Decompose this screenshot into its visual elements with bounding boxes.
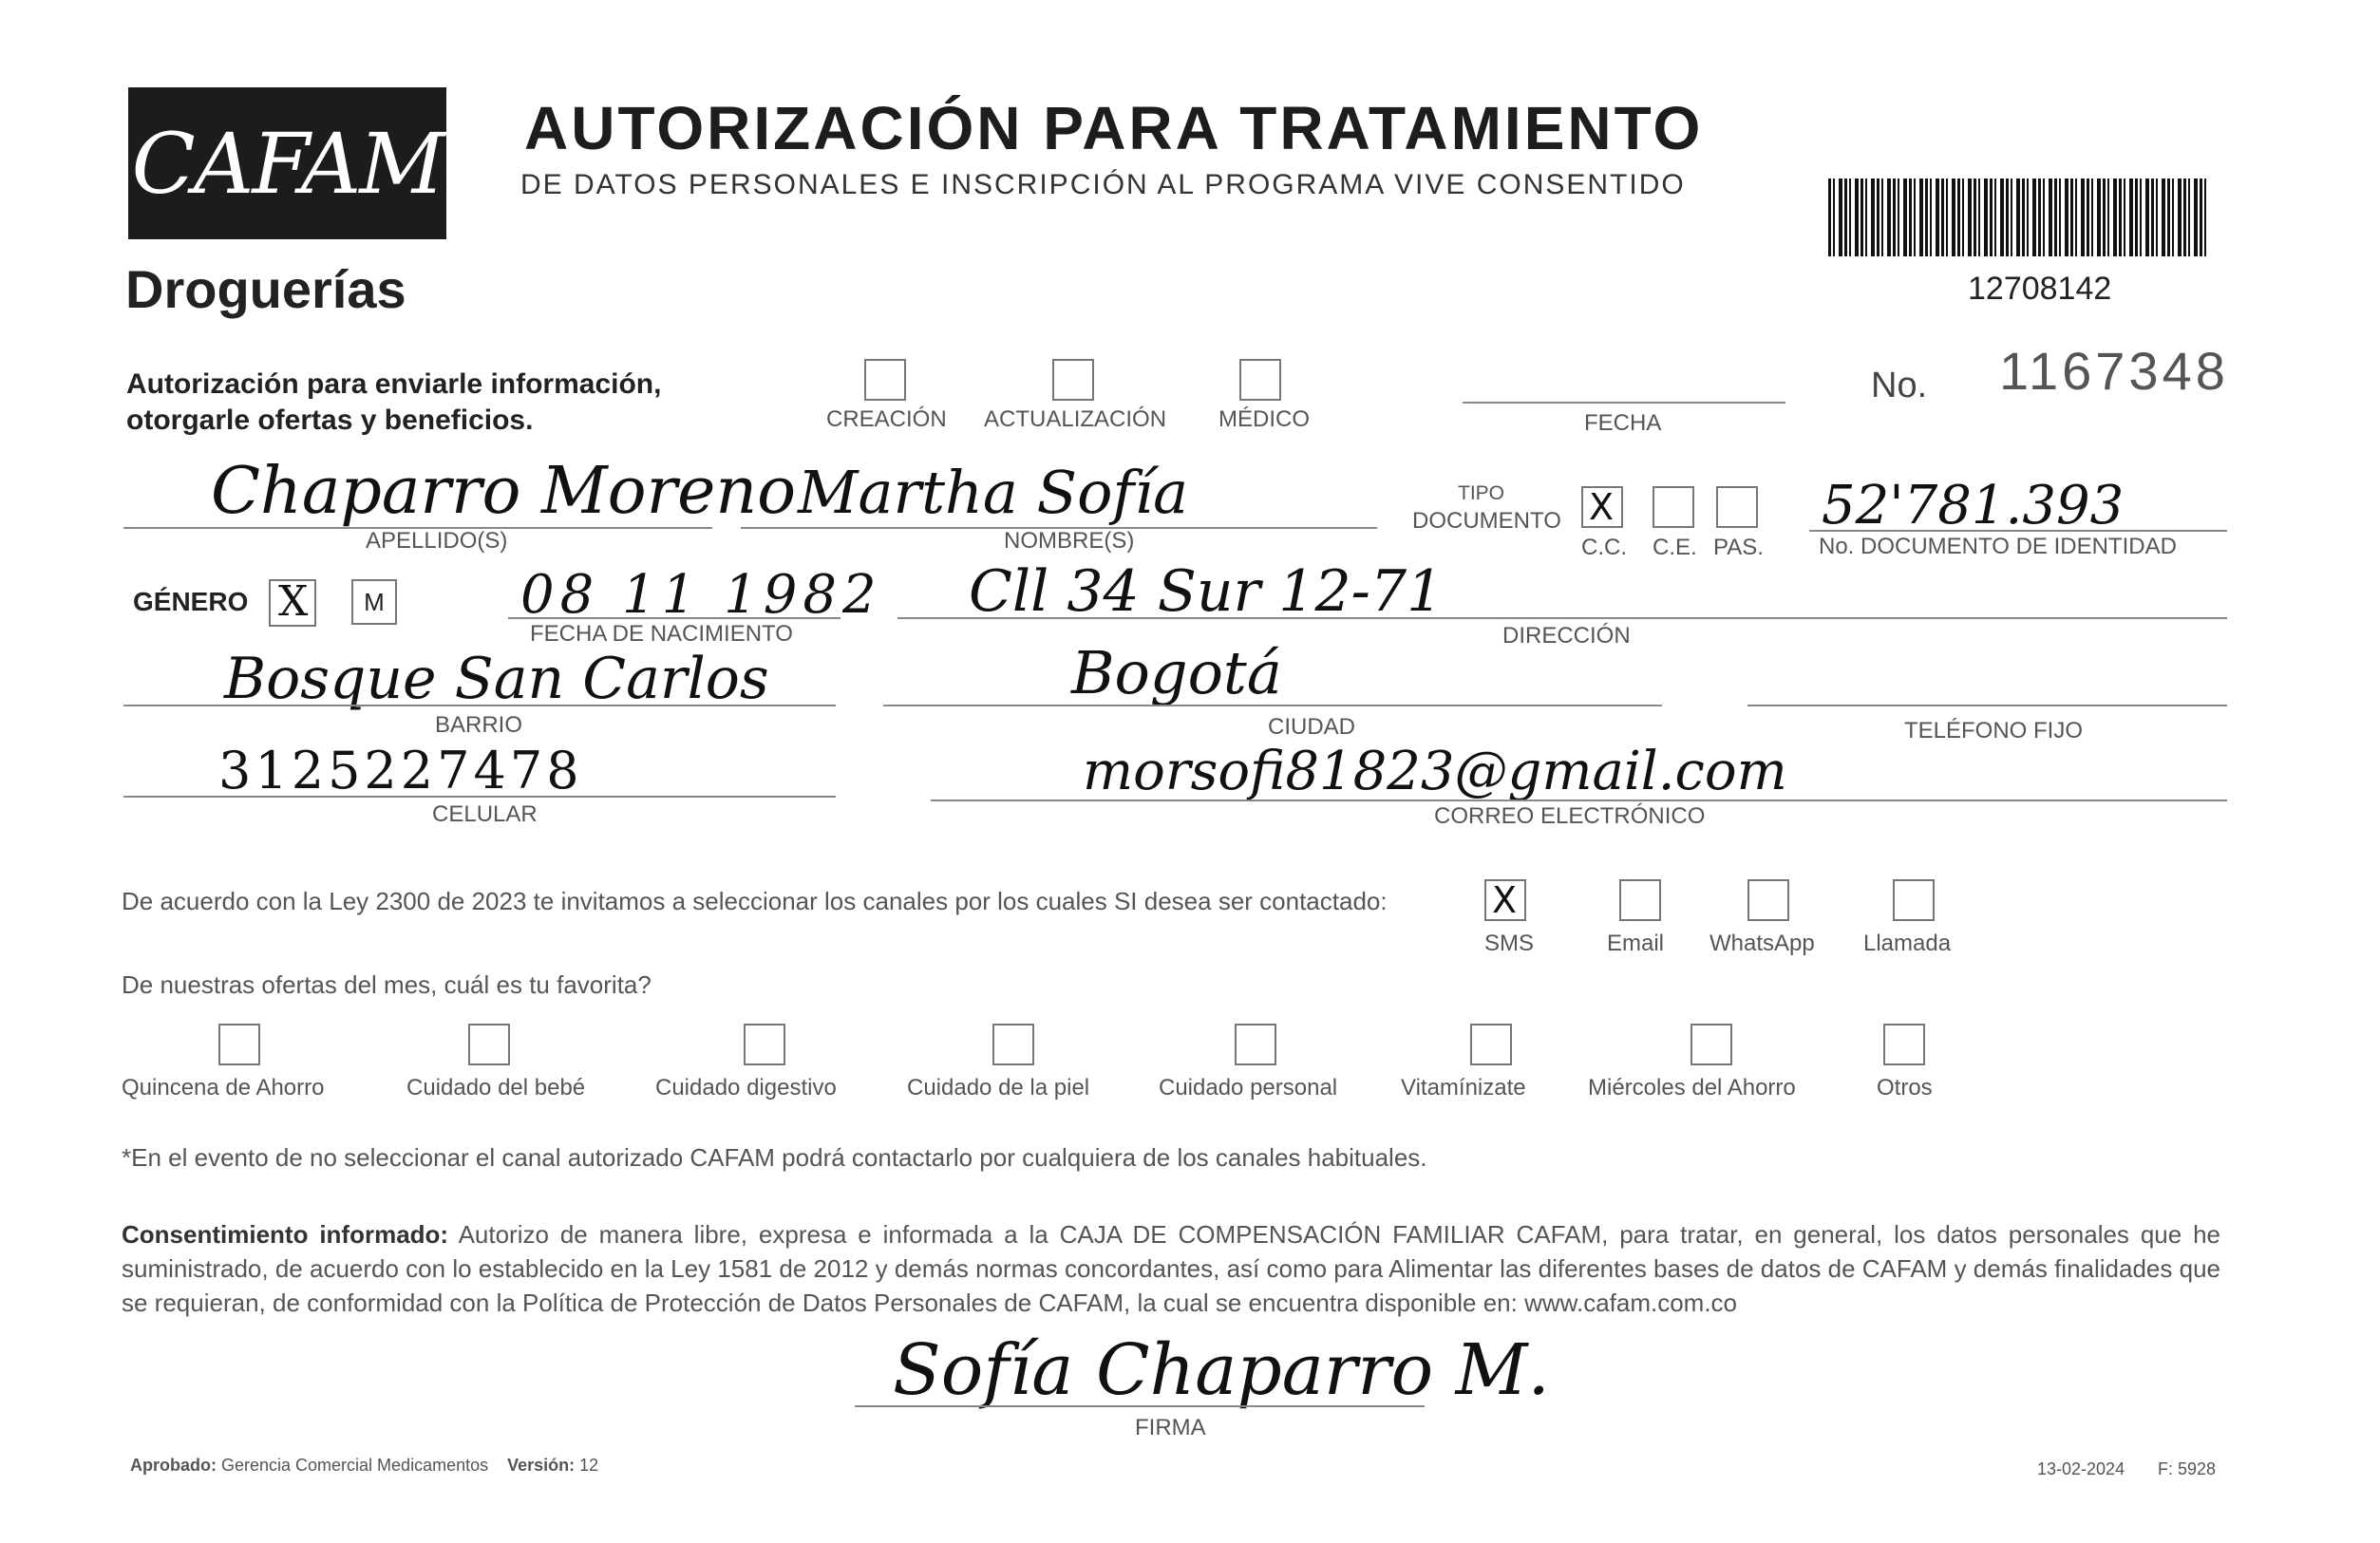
offer-otros-checkbox[interactable] bbox=[1883, 1024, 1925, 1065]
ce-checkbox[interactable] bbox=[1653, 486, 1694, 528]
pas-checkbox[interactable] bbox=[1716, 486, 1758, 528]
direccion-label: DIRECCIÓN bbox=[1502, 623, 1631, 649]
brand-subtitle: Droguerías bbox=[125, 259, 406, 319]
offer-bebe-checkbox[interactable] bbox=[468, 1024, 510, 1065]
genero-m-label: M bbox=[364, 588, 385, 616]
direccion-line bbox=[897, 617, 2227, 619]
documento-value[interactable]: 52'781.393 bbox=[1822, 475, 2125, 536]
actualizacion-checkbox[interactable] bbox=[1052, 359, 1094, 401]
celular-value[interactable]: 3125227478 bbox=[218, 741, 583, 800]
genero-m-checkbox[interactable] bbox=[351, 579, 397, 625]
ciudad-line bbox=[883, 705, 1662, 706]
offer-miercoles-label: Miércoles del Ahorro bbox=[1588, 1075, 1796, 1101]
footer-approved-label: Aprobado: bbox=[130, 1456, 217, 1475]
documento-label: No. DOCUMENTO DE IDENTIDAD bbox=[1819, 534, 2177, 559]
fecha-nacimiento-value[interactable]: 08 11 1982 bbox=[520, 564, 882, 626]
form-number-label: No. bbox=[1871, 366, 1928, 405]
footer-version-value: 12 bbox=[579, 1456, 599, 1475]
llamada-label: Llamada bbox=[1863, 931, 1952, 956]
offers-question: De nuestras ofertas del mes, cuál es tu favorita? bbox=[122, 970, 652, 999]
footer-approved bbox=[130, 1456, 598, 1476]
footer-version-label: Versión: bbox=[507, 1456, 576, 1475]
ciudad-label: CIUDAD bbox=[1268, 714, 1356, 740]
form-title: AUTORIZACIÓN PARA TRATAMIENTO bbox=[524, 94, 1704, 162]
creacion-label: CREACIÓN bbox=[826, 406, 947, 432]
cafam-logo bbox=[128, 87, 446, 239]
footer-code: F: 5928 bbox=[2158, 1459, 2217, 1478]
ciudad-value[interactable]: Bogotá bbox=[1071, 638, 1282, 707]
celular-label: CELULAR bbox=[432, 801, 538, 827]
form-subtitle: DE DATOS PERSONALES E INSCRIPCIÓN AL PROGRAMA VIVE CONSENTIDO bbox=[520, 169, 1686, 200]
whatsapp-label: WhatsApp bbox=[1709, 931, 1815, 956]
correo-value[interactable]: morsofi81823@gmail.com bbox=[1083, 741, 1787, 802]
fecha-nacimiento-label: FECHA DE NACIMIENTO bbox=[530, 621, 793, 647]
offer-digestivo-label: Cuidado digestivo bbox=[655, 1075, 837, 1101]
offer-vitaminizate-checkbox[interactable] bbox=[1470, 1024, 1512, 1065]
email-label: Email bbox=[1607, 931, 1665, 956]
consent-paragraph bbox=[122, 1217, 2220, 1320]
footer-date: 13-02-2024 bbox=[2037, 1459, 2125, 1478]
documento-type-label: DOCUMENTO bbox=[1412, 508, 1561, 534]
nombres-value[interactable]: Martha Sofía bbox=[798, 458, 1189, 527]
offer-piel-label: Cuidado de la piel bbox=[907, 1075, 1090, 1101]
correo-line bbox=[931, 800, 2227, 801]
signature-line bbox=[855, 1405, 1425, 1407]
actualizacion-label: ACTUALIZACIÓN bbox=[984, 406, 1167, 432]
genero-f-mark: X bbox=[278, 577, 309, 626]
whatsapp-checkbox[interactable] bbox=[1747, 879, 1789, 921]
offer-quincena-checkbox[interactable] bbox=[218, 1024, 260, 1065]
sms-label: SMS bbox=[1484, 931, 1535, 956]
barrio-line bbox=[123, 705, 836, 706]
channels-question: De acuerdo con la Ley 2300 de 2023 te invitamos a seleccionar los canales por los cuales SI desea ser contactado: bbox=[122, 887, 1388, 915]
consent-heading: Consentimiento informado: bbox=[122, 1220, 449, 1249]
form-number-value: 1167348 bbox=[1999, 341, 2229, 401]
intro-text bbox=[126, 367, 734, 439]
genero-label: GÉNERO bbox=[133, 587, 249, 616]
telefono-line bbox=[1747, 705, 2227, 706]
apellidos-label: APELLIDO(S) bbox=[366, 528, 508, 554]
offer-piel-checkbox[interactable] bbox=[992, 1024, 1034, 1065]
barrio-label: BARRIO bbox=[435, 712, 523, 738]
documento-line bbox=[1809, 530, 2227, 532]
intro-line-1: Autorización para enviarle información, bbox=[126, 368, 662, 400]
offer-otros-label: Otros bbox=[1877, 1075, 1933, 1101]
pas-label: PAS. bbox=[1713, 535, 1764, 560]
offer-vitaminizate-label: Vitamínizate bbox=[1401, 1075, 1526, 1101]
telefono-label: TELÉFONO FIJO bbox=[1904, 718, 2084, 743]
fecha-line bbox=[1463, 402, 1785, 404]
celular-line bbox=[123, 796, 836, 798]
cc-label: C.C. bbox=[1581, 535, 1627, 560]
footer-approved-value: Gerencia Comercial Medicamentos bbox=[221, 1456, 489, 1475]
logo-text: CAFAM bbox=[131, 114, 444, 213]
offer-digestivo-checkbox[interactable] bbox=[744, 1024, 785, 1065]
signature-label: FIRMA bbox=[1135, 1415, 1206, 1440]
cc-checkbox[interactable] bbox=[1581, 486, 1623, 528]
correo-label: CORREO ELECTRÓNICO bbox=[1434, 803, 1706, 829]
sms-checkbox[interactable] bbox=[1484, 879, 1526, 921]
ce-label: C.E. bbox=[1653, 535, 1697, 560]
fecha-nacimiento-line bbox=[508, 617, 841, 619]
barcode bbox=[1828, 179, 2208, 256]
email-checkbox[interactable] bbox=[1619, 879, 1661, 921]
barcode-number: 12708142 bbox=[1968, 271, 2112, 307]
nombres-label: NOMBRE(S) bbox=[1004, 528, 1135, 554]
offer-miercoles-checkbox[interactable] bbox=[1691, 1024, 1732, 1065]
apellidos-value[interactable]: Chaparro Moreno bbox=[211, 454, 797, 529]
genero-f-checkbox[interactable] bbox=[269, 579, 316, 627]
offer-quincena-label: Quincena de Ahorro bbox=[122, 1075, 325, 1101]
offer-personal-checkbox[interactable] bbox=[1235, 1024, 1276, 1065]
intro-line-2: otorgarle ofertas y beneficios. bbox=[126, 405, 534, 436]
direccion-value[interactable]: Cll 34 Sur 12-71 bbox=[969, 558, 1444, 625]
llamada-checkbox[interactable] bbox=[1893, 879, 1935, 921]
barrio-value[interactable]: Bosque San Carlos bbox=[224, 646, 769, 712]
offer-bebe-label: Cuidado del bebé bbox=[406, 1075, 586, 1101]
fecha-label: FECHA bbox=[1584, 410, 1662, 436]
creacion-checkbox[interactable] bbox=[864, 359, 906, 401]
signature-value[interactable]: Sofía Chaparro M. bbox=[893, 1329, 1550, 1411]
offer-personal-label: Cuidado personal bbox=[1159, 1075, 1338, 1101]
medico-label: MÉDICO bbox=[1218, 406, 1310, 432]
tipo-label: TIPO bbox=[1458, 482, 1505, 504]
medico-checkbox[interactable] bbox=[1239, 359, 1281, 401]
channel-note: *En el evento de no seleccionar el canal autorizado CAFAM podrá contactarlo por cualquiera de los canales habituales. bbox=[122, 1143, 1427, 1172]
consent-text: Autorizo de manera libre, expresa e informada a la CAJA DE COMPENSACIÓN FAMILIAR CAFAM, para tratar, en general, los datos personales que he suministrado, de acuerdo con lo establecido en la Ley 1581 de 2012 y demás normas concordantes, así como para Alimentar las diferentes bases de datos de CAFAM y demás finalidades que se requieran, de conformidad con la Política de Protección de Datos Personales de CAFAM, la cual se encuentra disponible en: www.cafam.com.co bbox=[122, 1220, 2221, 1317]
